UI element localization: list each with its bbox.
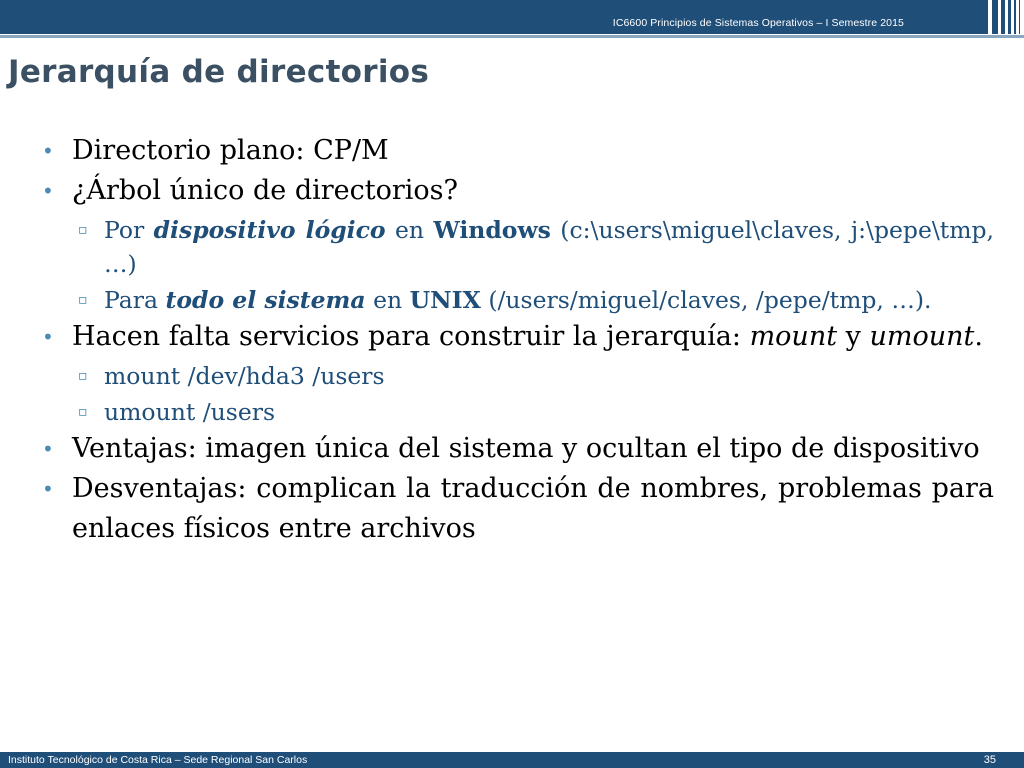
header-rule (0, 35, 1024, 38)
header-stripes-decoration (988, 0, 1024, 34)
bullet-item (30, 171, 994, 211)
footer-institution: Instituto Tecnológico de Costa Rica – Sede Regional San Carlos (8, 754, 308, 766)
header-course-text: IC6600 Principios de Sistemas Operativos – I Semestre 2015 (612, 17, 904, 29)
slide-content (30, 131, 994, 549)
bullet-text (72, 135, 389, 166)
bullet-text (104, 362, 385, 390)
bullet-list (30, 131, 994, 549)
emphasis-text: dispositivo lógico (153, 216, 386, 244)
sub-bullet-item (30, 359, 994, 393)
sub-bullet-square-icon: ▫ (78, 222, 88, 238)
text-run: . (974, 321, 983, 352)
bullet-dot-icon: • (42, 139, 54, 163)
text-run: en (385, 216, 434, 244)
text-run: umount (869, 321, 975, 352)
text-run: Desventajas: complican la traducción de nombres, problemas para enlaces físicos entre archivos (72, 473, 994, 544)
sub-bullet-item (30, 283, 994, 317)
sub-bullet-item (30, 213, 994, 281)
text-run: mount /dev/hda3 /users (104, 362, 385, 390)
bullet-item (30, 469, 994, 549)
slide-title: Jerarquía de directorios (8, 54, 430, 90)
bullet-text (104, 398, 275, 426)
text-run: Windows (433, 216, 551, 244)
bullet-item (30, 131, 994, 171)
text-run: en (365, 286, 410, 314)
bullet-text (104, 216, 994, 278)
text-run: umount /users (104, 398, 276, 426)
text-run: ¿Árbol único de directorios? (72, 175, 459, 206)
text-run: Por (104, 216, 154, 244)
sub-bullet-square-icon: ▫ (78, 404, 88, 420)
bullet-text (72, 433, 980, 464)
bullet-dot-icon: • (42, 325, 54, 349)
text-run (165, 286, 365, 314)
bullet-dot-icon: • (42, 477, 54, 501)
bullet-text (72, 473, 994, 544)
text-run: Ventajas: imagen única del sistema y ocultan el tipo de dispositivo (72, 433, 980, 464)
bullet-dot-icon: • (42, 179, 54, 203)
slide-number: 35 (983, 754, 996, 766)
text-run (154, 216, 386, 244)
header-band (0, 0, 1024, 38)
bullet-text (72, 321, 983, 352)
bullet-dot-icon: • (42, 437, 54, 461)
bullet-text (72, 175, 458, 206)
bullet-text (104, 286, 932, 314)
text-run: y (837, 321, 870, 352)
sub-bullet-square-icon: ▫ (78, 368, 88, 384)
text-run: mount (749, 321, 838, 352)
text-run: (c:\users\miguel\claves, j:\pepe\tmp, …) (104, 216, 995, 278)
header-bar (0, 0, 988, 34)
text-run: UNIX (409, 286, 481, 314)
bullet-item (30, 429, 994, 469)
text-run: Directorio plano: CP/M (72, 135, 389, 166)
footer-bar (0, 752, 1024, 768)
sub-bullet-item (30, 395, 994, 429)
emphasis-text: todo el sistema (165, 286, 366, 314)
text-run: Hacen falta servicios para construir la jerarquía: (72, 321, 750, 352)
text-run: (/users/miguel/claves, /pepe/tmp, …). (480, 286, 932, 314)
sub-bullet-square-icon: ▫ (78, 292, 88, 308)
text-run: Para (104, 286, 166, 314)
bullet-item (30, 317, 994, 357)
